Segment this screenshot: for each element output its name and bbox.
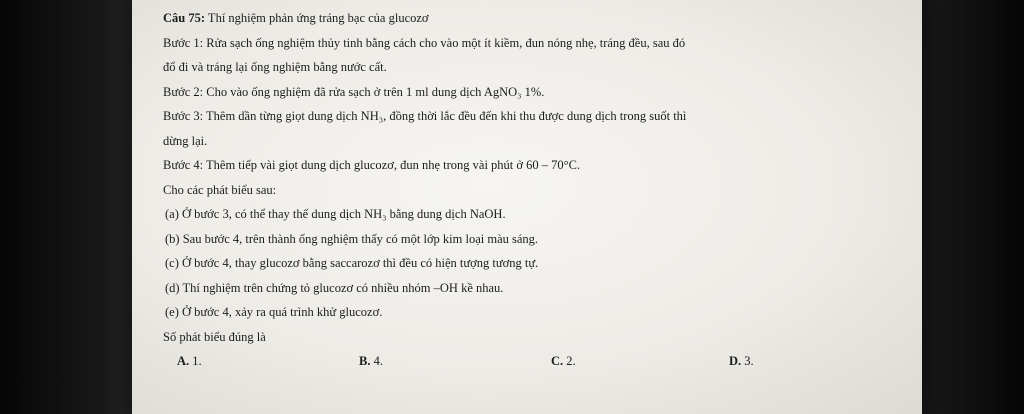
answer-value: 4. bbox=[370, 354, 383, 368]
question-number: Câu 75: bbox=[163, 11, 206, 25]
answer-value: 1. bbox=[189, 354, 202, 368]
step-1-line-1: Bước 1: Rửa sạch ống nghiệm thủy tinh bằng cách cho vào một ít kiềm, đun nóng nhẹ, tráng đều, sau đó bbox=[163, 35, 686, 50]
answer-label: D. bbox=[729, 354, 742, 368]
question-title: Thí nghiệm phản ứng tráng bạc của glucozơ bbox=[205, 11, 429, 25]
answer-label: A. bbox=[177, 354, 190, 368]
question-prompt: Số phát biểu đúng là bbox=[163, 329, 266, 344]
question-heading bbox=[163, 6, 923, 31]
statement-b: (b) Sau bước 4, trên thành ống nghiệm thấy có một lớp kim loại màu sáng. bbox=[165, 231, 539, 246]
step-1-line-2: đổ đi và tráng lại ống nghiệm bằng nước cất. bbox=[163, 60, 387, 74]
answer-option-a[interactable] bbox=[177, 349, 202, 374]
step-3-line-1: Bước 3: Thêm dần từng giọt dung dịch NH₃, đồng thời lắc đều đến khi thu được dung dịch trong suốt thì bbox=[163, 109, 687, 123]
question-document bbox=[163, 6, 923, 374]
statement-a: (a) Ở bước 3, có thể thay thế dung dịch NH₃ bằng dung dịch NaOH. bbox=[165, 207, 506, 221]
step-3-line-2: dừng lại. bbox=[163, 133, 208, 148]
answer-label: B. bbox=[359, 354, 371, 368]
statement-c: (c) Ở bước 4, thay glucozơ bằng saccarozơ thì đều có hiện tượng tương tự. bbox=[165, 256, 539, 270]
answer-option-b[interactable] bbox=[359, 349, 383, 374]
answer-options bbox=[163, 349, 923, 374]
step-2: Bước 2: Cho vào ống nghiệm đã rửa sạch ở trên 1 ml dung dịch AgNO₃ 1%. bbox=[163, 84, 545, 99]
photo-dark-edge-left bbox=[0, 0, 150, 414]
step-4: Bước 4: Thêm tiếp vài giọt dung dịch glucozơ, đun nhẹ trong vài phút ở 60 – 70°C. bbox=[163, 158, 581, 172]
statement-d: (d) Thí nghiệm trên chứng tỏ glucozơ có nhiều nhóm –OH kề nhau. bbox=[165, 280, 504, 295]
answer-value: 2. bbox=[563, 354, 576, 368]
answer-value: 3. bbox=[741, 354, 754, 368]
statement-e: (e) Ở bước 4, xảy ra quá trình khử glucozơ. bbox=[165, 305, 383, 319]
answer-label: C. bbox=[551, 354, 564, 368]
answer-option-c[interactable] bbox=[551, 349, 576, 374]
answer-option-d[interactable] bbox=[729, 349, 754, 374]
statements-intro: Cho các phát biểu sau: bbox=[163, 182, 277, 197]
